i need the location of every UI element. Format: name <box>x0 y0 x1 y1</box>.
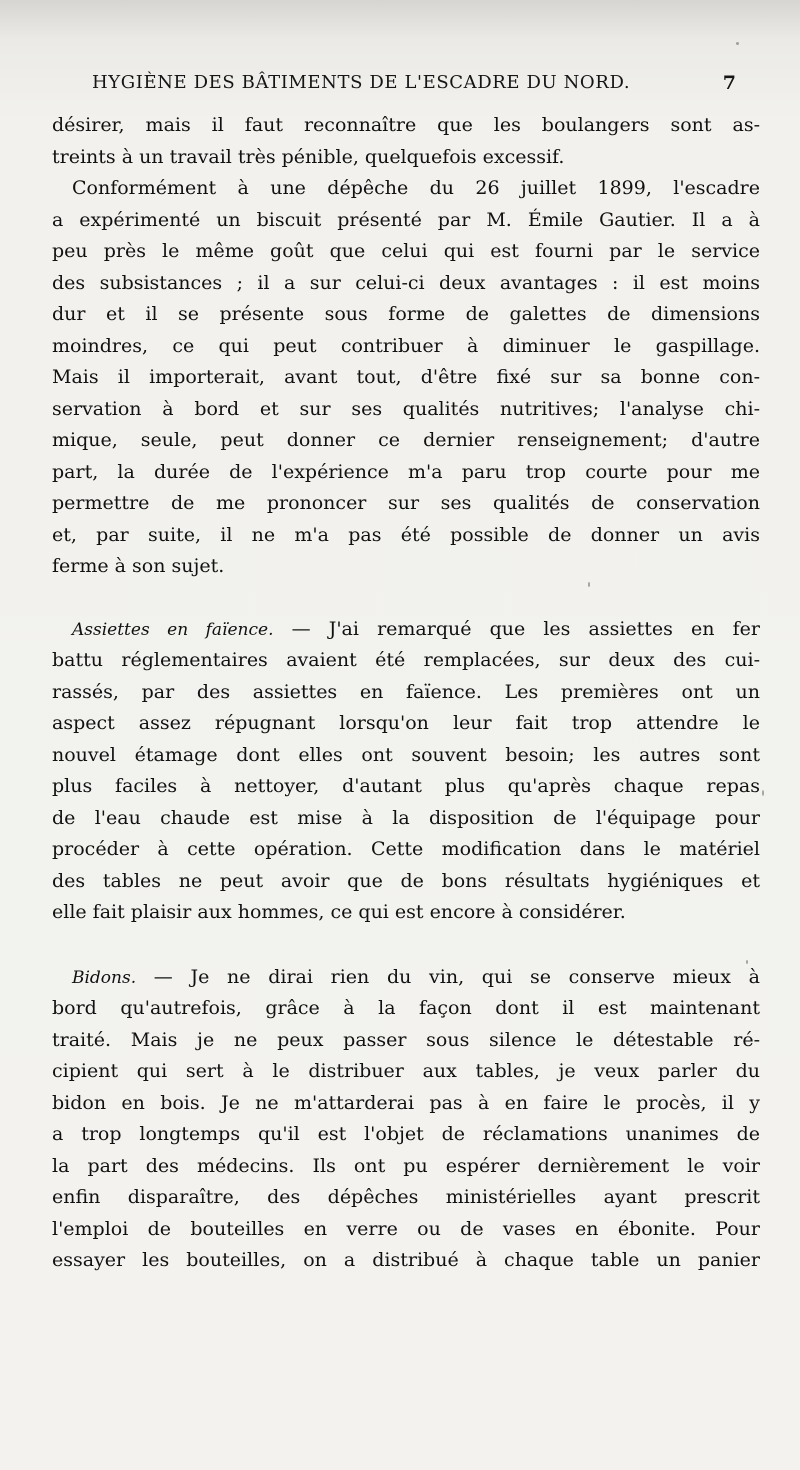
text-line: nouvel étamage dont elles ont souvent besoin; les autres sont <box>52 743 760 766</box>
running-title: HYGIÈNE DES BÂTIMENTS DE L'ESCADRE DU NORD. <box>92 72 631 93</box>
text-line: des subsistances ; il a sur celui-ci deux avantages : il est moins <box>52 271 760 294</box>
text-line: treints à un travail très pénible, quelquefois excessif. <box>52 145 565 168</box>
text-line: a expérimenté un biscuit présenté par M. Émile Gautier. Il a à <box>52 208 760 231</box>
paragraph-2 <box>52 173 760 583</box>
text-line: dur et il se présente sous forme de galettes de dimensions <box>52 303 760 325</box>
text-line: traité. Mais je ne peux passer sous silence le détestable ré- <box>52 1028 760 1051</box>
text-line <box>52 614 760 646</box>
page-header <box>92 72 742 104</box>
text-line: a trop longtemps qu'il est l'objet de réclamations unanimes de <box>52 1123 760 1145</box>
scan-speck <box>736 42 739 45</box>
scan-speck <box>762 790 764 796</box>
section-heading-bidons: Bidons. <box>72 967 137 988</box>
text-line: bord qu'autrefois, grâce à la façon dont il est maintenant <box>52 997 760 1019</box>
text-line: et, par suite, il ne m'a pas été possible de donner un avis <box>52 523 760 546</box>
scan-speck <box>588 582 590 587</box>
section-gap <box>52 583 760 614</box>
text-line: enfin disparaître, des dépêches ministérielles ayant prescrit <box>52 1186 760 1208</box>
text-run: — J'ai remarqué que les assiettes en fer <box>273 617 760 640</box>
text-line: peu près le même goût que celui qui est fourni par le service <box>52 240 760 262</box>
paragraph-bidons <box>52 962 760 1277</box>
text-line: cipient qui sert à le distribuer aux tables, je veux parler du <box>52 1060 760 1082</box>
section-gap <box>52 929 760 962</box>
text-line: désirer, mais il faut reconnaître que les boulangers sont as- <box>52 114 760 136</box>
text-line: bidon en bois. Je ne m'attarderai pas à en faire le procès, il y <box>52 1091 760 1114</box>
text-line: de l'eau chaude est mise à la disposition de l'équipage pour <box>52 806 760 829</box>
text-line: des tables ne peut avoir que de bons résultats hygiéniques et <box>52 869 760 892</box>
section-heading-assiettes: Assiettes en faïence. <box>72 619 274 640</box>
text-line: servation à bord et sur ses qualités nutritives; l'analyse chi- <box>52 397 760 420</box>
text-line: essayer les bouteilles, on a distribué à chaque table un panier <box>52 1249 760 1271</box>
text-line: plus faciles à nettoyer, d'autant plus qu'après chaque repas <box>52 775 760 797</box>
text-line: part, la durée de l'expérience m'a paru trop courte pour me <box>52 460 760 483</box>
text-run: — Je ne dirai rien du vin, qui se conserve mieux à <box>136 965 760 988</box>
text-line: procéder à cette opération. Cette modification dans le matériel <box>52 838 760 860</box>
text-line: l'emploi de bouteilles en verre ou de vases en ébonite. Pour <box>52 1217 760 1240</box>
text-line: Mais il importerait, avant tout, d'être fixé sur sa bonne con- <box>52 366 760 388</box>
text-line: battu réglementaires avaient été remplacées, sur deux des cui- <box>52 649 760 671</box>
text-line: ferme à son sujet. <box>52 555 225 577</box>
text-line: permettre de me prononcer sur ses qualités de conservation <box>52 492 760 514</box>
text-line: Conformément à une dépêche du 26 juillet 1899, l'escadre <box>72 177 760 199</box>
text-line: rassés, par des assiettes en faïence. Les premières ont un <box>52 680 760 703</box>
paragraph-1 <box>52 110 760 173</box>
text-line: aspect assez répugnant lorsqu'on leur fait trop attendre le <box>52 712 760 734</box>
text-line: mique, seule, peut donner ce dernier renseignement; d'autre <box>52 429 760 451</box>
body-text <box>52 110 760 1277</box>
text-line: elle fait plaisir aux hommes, ce qui est encore à considérer. <box>52 901 626 923</box>
text-line <box>52 962 760 994</box>
paragraph-assiettes <box>52 614 760 929</box>
scan-speck <box>746 960 748 964</box>
page-number: 7 <box>722 72 736 94</box>
text-line: moindres, ce qui peut contribuer à diminuer le gaspillage. <box>52 334 760 357</box>
text-line: la part des médecins. Ils ont pu espérer dernièrement le voir <box>52 1154 760 1177</box>
